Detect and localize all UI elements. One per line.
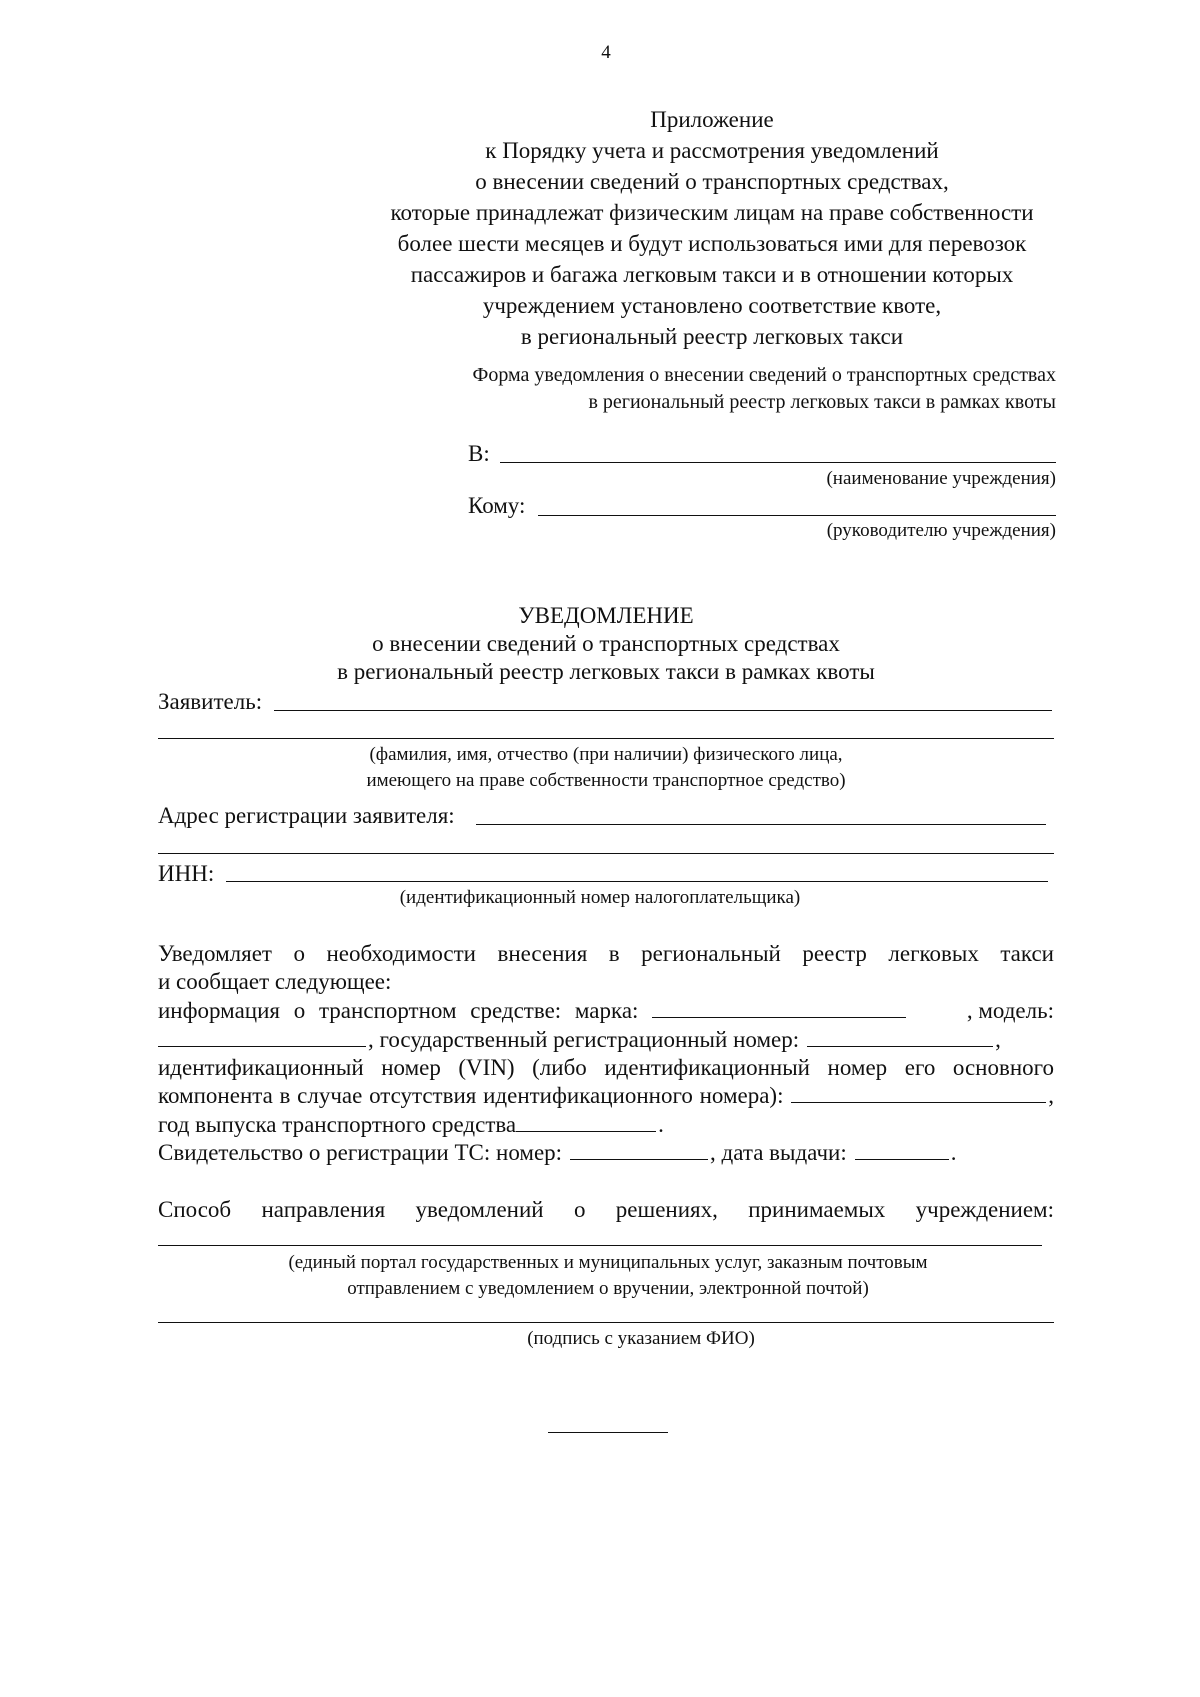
to-hint: (наименование учреждения) — [826, 468, 1056, 489]
method-hint: (единый портал государственных и муниципальных услуг, заказным почтовым отправлением с уведомлением о вручении, электронной почтой) — [288, 1252, 928, 1299]
appendix-line: в региональный реестр легковых такси — [520, 324, 904, 349]
period: . — [950, 1140, 957, 1165]
appendix-line: пассажиров и багажа легковым такси и в отношении которых — [410, 262, 1014, 287]
address-label: Адрес регистрации заявителя: — [158, 803, 455, 828]
applicant-field-line[interactable] — [274, 710, 1052, 711]
inn-label: ИНН: — [158, 861, 215, 886]
appendix-line: к Порядку учета и рассмотрения уведомлений — [485, 138, 939, 163]
whom-hint: (руководителю учреждения) — [826, 520, 1056, 541]
appendix-line: Приложение — [650, 107, 774, 132]
vin-field[interactable] — [791, 1080, 1046, 1103]
whom-label: Кому: — [468, 493, 526, 518]
cert-label: Свидетельство о регистрации ТС: номер: — [158, 1140, 563, 1165]
brand-field[interactable] — [652, 995, 906, 1018]
notice-subtitle: о внесении сведений о транспортных средствах — [372, 631, 840, 656]
whom-field-line[interactable] — [538, 515, 1056, 516]
inn-hint: (идентификационный номер налогоплательщика) — [399, 887, 801, 908]
year-field[interactable] — [516, 1109, 656, 1132]
method-field-line[interactable] — [158, 1245, 1042, 1246]
applicant-hint: (фамилия, имя, отчество (при наличии) физического лица, имеющего на праве собственности транспортное средство) — [366, 744, 846, 791]
to-field-line[interactable] — [500, 462, 1056, 463]
body-line: Уведомляет о необходимости внесения в региональный реестр легковых такси — [158, 941, 1054, 966]
closing-separator — [548, 1432, 668, 1433]
year-label: год выпуска транспортного средства — [158, 1112, 517, 1137]
comma: , — [995, 1027, 1001, 1052]
notice-title: УВЕДОМЛЕНИЕ — [518, 603, 694, 628]
reg-number-field[interactable] — [807, 1024, 993, 1047]
appendix-header — [372, 104, 1052, 352]
method-label: Способ направления уведомлений о решениях, принимаемых учреждением: — [158, 1197, 1054, 1222]
model-label: , модель: — [966, 998, 1054, 1023]
vehicle-info-row — [158, 995, 1054, 1026]
appendix-line: которые принадлежат физическим лицам на праве собственности — [390, 200, 1034, 225]
appendix-line: учреждением установлено соответствие квоте, — [482, 293, 942, 318]
vin-label: компонента в случае отсутствия идентификационного номера): — [158, 1083, 784, 1108]
period: . — [658, 1112, 664, 1137]
appendix-line: более шести месяцев и будут использоваться ими для перевозок — [397, 231, 1027, 256]
vin-line: идентификационный номер (VIN) (либо идентификационный номер его основного — [158, 1055, 1054, 1080]
appendix-line: о внесении сведений о транспортных средствах, — [475, 169, 949, 194]
vehicle-info-label: информация о транспортном средстве: марка: — [158, 998, 639, 1023]
notice-subtitle: в региональный реестр легковых такси в рамках квоты — [337, 659, 875, 684]
address-field-line-2[interactable] — [158, 853, 1054, 854]
year-row — [158, 1109, 664, 1140]
reg-number-row — [158, 1024, 1001, 1055]
vin-row — [158, 1080, 1054, 1111]
to-label: В: — [468, 441, 490, 466]
form-title: Форма уведомления о внесении сведений о транспортных средствах в региональный реестр легковых такси в рамках квоты — [472, 364, 1056, 413]
page-number: 4 — [601, 42, 611, 63]
applicant-label: Заявитель: — [158, 689, 263, 714]
signature-hint: (подпись с указанием ФИО) — [527, 1328, 755, 1349]
model-field[interactable] — [158, 1024, 366, 1047]
body-line: и сообщает следующее: — [158, 969, 392, 994]
signature-field-line[interactable] — [158, 1322, 1054, 1323]
address-field-line[interactable] — [476, 824, 1046, 825]
cert-row — [158, 1137, 956, 1168]
comma: , — [1048, 1083, 1054, 1108]
reg-number-label: , государственный регистрационный номер: — [368, 1027, 800, 1052]
issue-date-label: , дата выдачи: — [710, 1140, 847, 1165]
issue-date-field[interactable] — [855, 1137, 949, 1160]
inn-field-line[interactable] — [226, 881, 1048, 882]
cert-number-field[interactable] — [570, 1137, 708, 1160]
applicant-field-line-2[interactable] — [158, 738, 1054, 739]
